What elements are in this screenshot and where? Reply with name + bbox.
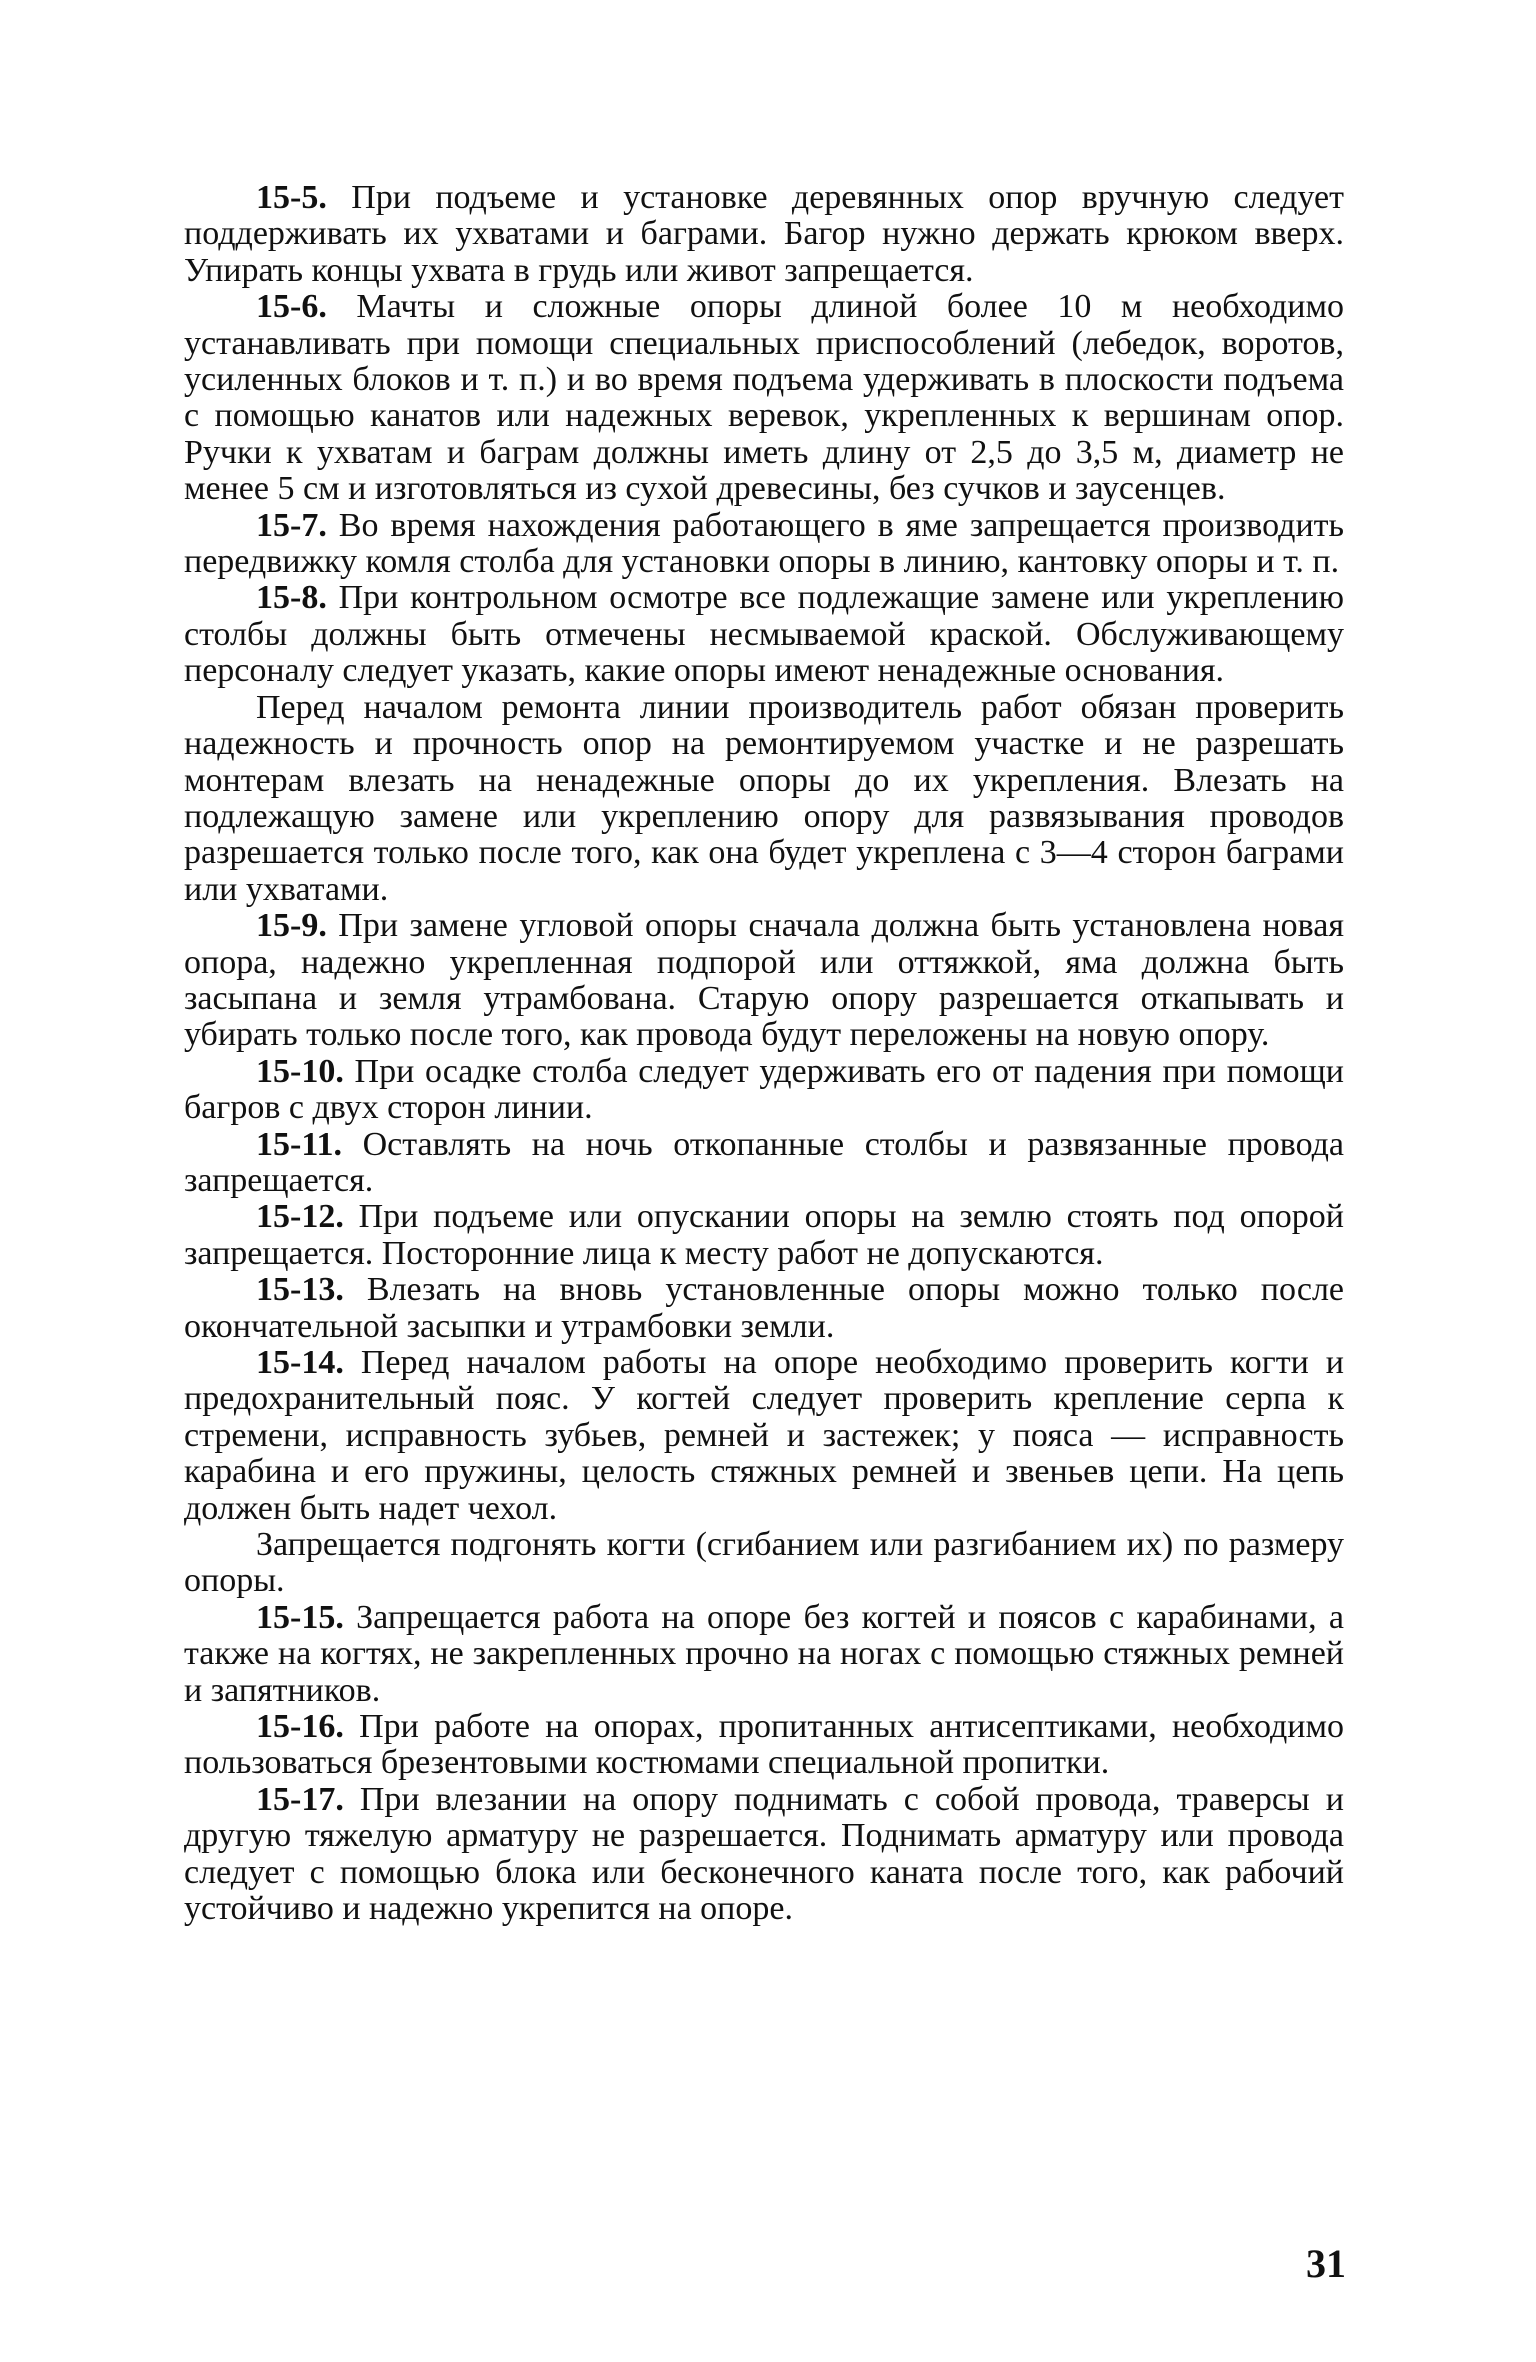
clause-number: 15-6. [256,288,327,326]
clause-number: 15-16. [256,1708,344,1746]
paragraph-15-10 [184,1054,1344,1127]
paragraph-15-12 [184,1199,1344,1272]
clause-number: 15-15. [256,1598,344,1636]
clause-number: 15-14. [256,1344,344,1381]
paragraph-text: При замене угловой опоры сначала должна быть установлена новая опора, надежно укрепленная подпорой или оттяжкой, яма должна быть засыпана и земля утрамбована. Старую опору разрешается откапывать и убирать только после того, как провода будут переложены на новую опору. [184,907,1345,1054]
clause-number: 15-12. [256,1198,344,1236]
page-number: 31 [1306,2241,1346,2286]
paragraph-15-14-continued [184,1527,1344,1600]
paragraph-text: При влезании на опору поднимать с собой провода, траверсы и другую тяжелую арматуру не разрешается. Поднимать арматуру или провода следует с помощью блока или бесконечного каната после того, как рабочий устойчиво и надежно укрепится на опоре. [184,1780,1344,1928]
clause-number: 15-11. [256,1125,342,1163]
paragraph-15-7 [184,508,1344,581]
paragraph-text: При контрольном осмотре все подлежащие замене или укреплению столбы должны быть отмечены несмываемой краской. Обслуживающему персоналу следует указать, какие опоры имеют ненадежные основания. [184,579,1345,690]
paragraph-15-5 [184,180,1344,289]
paragraph-text: Во время нахождения работающего в яме запрещается производить передвижку комля столба для установки опоры в линию, кантовку опоры и т. п. [184,506,1345,581]
paragraph-15-14 [184,1345,1344,1527]
clause-number: 15-5. [256,179,327,216]
paragraph-15-9 [184,908,1344,1054]
paragraph-15-6 [184,289,1344,507]
paragraph-text: Перед началом работы на опоре необходимо проверить когти и предохранительный пояс. У когтей следует проверить крепление серпа к стремени, исправность зубьев, ремней и застежек; у пояса — исправность карабина и его пружины, целость стяжных ремней и звеньев цепи. На цепь должен быть надет чехол. [184,1344,1344,1527]
clause-number: 15-10. [256,1052,344,1090]
paragraph-text: Влезать на вновь установленные опоры можно только после окончательной засыпки и утрамбовки земли. [184,1271,1345,1345]
paragraph-15-17 [184,1782,1344,1928]
paragraph-text: Оставлять на ночь откопанные столбы и развязанные провода запрещается. [184,1125,1344,1199]
paragraph-text: Запрещается работа на опоре без когтей и поясов с карабинами, а также на когтях, не закрепленных прочно на ногах с помощью стяжных ремней и запятников. [184,1598,1344,1709]
clause-number: 15-8. [256,579,327,617]
paragraph-15-8-continued [184,690,1344,908]
paragraph-15-8 [184,580,1344,689]
paragraph-text: Запрещается подгонять когти (сгибанием или разгибанием их) по размеру опоры. [184,1526,1344,1600]
clause-number: 15-17. [256,1780,344,1818]
paragraph-text: Перед началом ремонта линии производитель работ обязан проверить надежность и прочность опор на ремонтируемом участке и не разрешать монтерам влезать на ненадежные опоры до их укрепления. Влезать на подлежащую замене или укреплению опору для развязывания проводов разрешается только после того, как она будет укреплена с 3—4 сторон баграми или ухватами. [184,688,1344,908]
paragraph-text: При подъеме или опускании опоры на землю стоять под опорой запрещается. Посторонние лица к месту работ не допускаются. [184,1198,1344,1272]
clause-number: 15-7. [256,506,327,544]
paragraph-15-15 [184,1600,1344,1709]
clause-number: 15-9. [256,907,327,945]
clause-number: 15-13. [256,1271,344,1309]
paragraph-text: Мачты и сложные опоры длиной более 10 м необходимо устанавливать при помощи специальных приспособлений (лебедок, воротов, усиленных блоков и т. п.) и во время подъема удерживать в плоскости подъема с помощью канатов или надежных веревок, укрепленных к вершинам опор. Ручки к ухватам и баграм должны иметь длину от 2,5 до 3,5 м, диаметр не менее 5 см и изготовляться из сухой древесины, без сучков и заусенцев. [184,288,1345,508]
paragraph-text: При подъеме и установке деревянных опор вручную следует поддерживать их ухватами и баграми. Багор нужно держать крюком вверх. Упирать концы ухвата в грудь или живот запрещается. [184,179,1344,289]
paragraph-text: При осадке столба следует удерживать его от падения при помощи багров с двух сторон линии. [184,1052,1345,1127]
paragraph-15-13 [184,1272,1344,1345]
body-text [184,180,1344,1928]
paragraph-text: При работе на опорах, пропитанных антисептиками, необходимо пользоваться брезентовыми костюмами специальной пропитки. [184,1708,1344,1782]
paragraph-15-11 [184,1127,1344,1200]
paragraph-15-16 [184,1709,1344,1782]
